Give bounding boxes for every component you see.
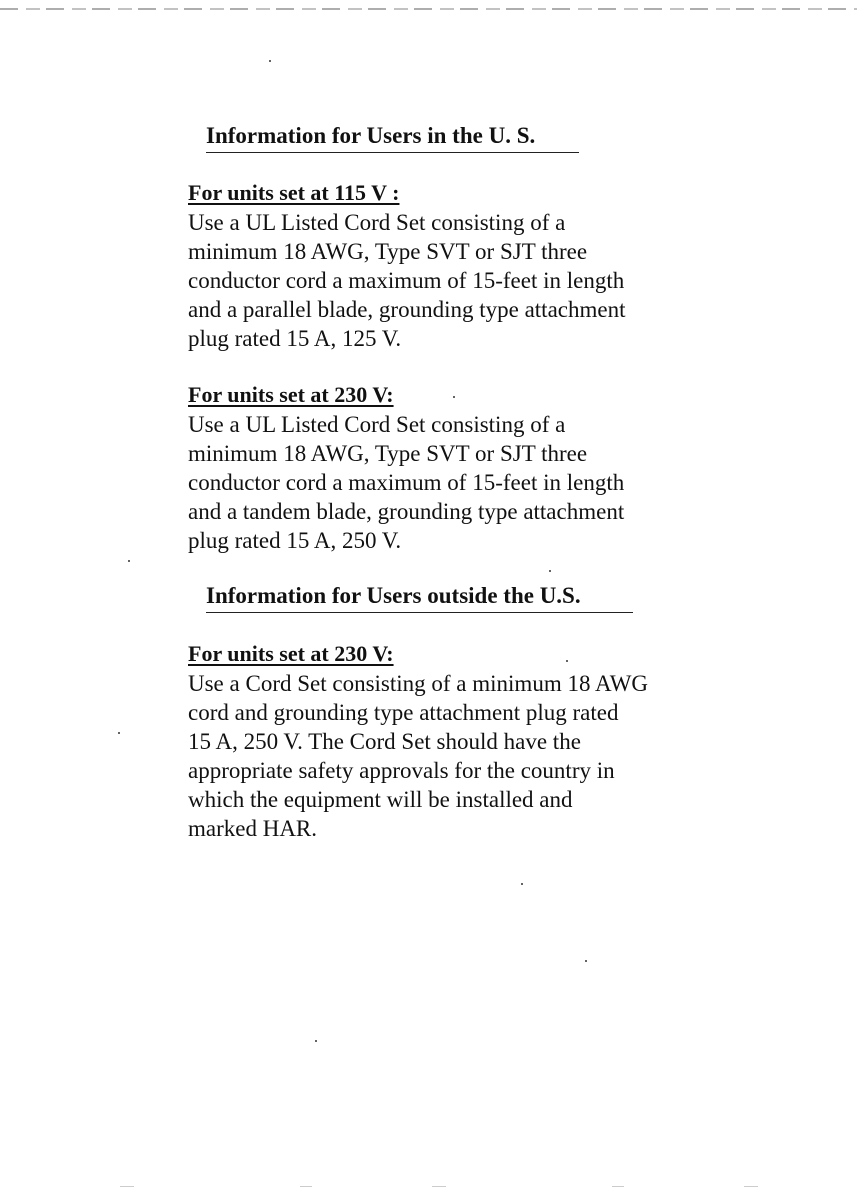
scan-speck — [566, 660, 568, 662]
us-section-heading: Information for Users in the U. S. — [206, 122, 579, 153]
outside-section-heading: Information for Users outside the U.S. — [206, 582, 633, 613]
us-115v-label: For units set at 115 V : — [188, 180, 400, 205]
scan-speck — [118, 732, 120, 734]
scan-speck — [453, 396, 455, 398]
scan-speck — [128, 560, 130, 562]
scan-artifact-top-line — [0, 8, 857, 10]
scan-speck — [315, 1040, 317, 1042]
outside-230v-text: Use a Cord Set consisting of a minimum 18 AWG cord and grounding type attachment plug rated 15 A, 250 V. The Cord Set should have the appropriate safety approvals for the country in which the equipment will be installed and marked HAR. — [188, 671, 649, 841]
us-115v-text: Use a UL Listed Cord Set consisting of a minimum 18 AWG, Type SVT or SJT three conductor cord a maximum of 15-feet in length and a parallel blade, grounding type attachment plug rated 15 A, 125 V. — [188, 210, 626, 351]
scan-artifact-bottom-line — [0, 1186, 857, 1187]
us-230v-label: For units set at 230 V: — [188, 382, 394, 407]
scan-speck — [585, 960, 587, 962]
us-230v-text: Use a UL Listed Cord Set consisting of a minimum 18 AWG, Type SVT or SJT three conductor cord a maximum of 15-feet in length and a tandem blade, grounding type attachment plug rated 15 A, 250 V. — [188, 412, 625, 553]
outside-230v-label: For units set at 230 V: — [188, 641, 394, 666]
scan-speck — [549, 570, 551, 572]
scan-speck — [521, 883, 523, 885]
scan-speck — [269, 60, 271, 62]
